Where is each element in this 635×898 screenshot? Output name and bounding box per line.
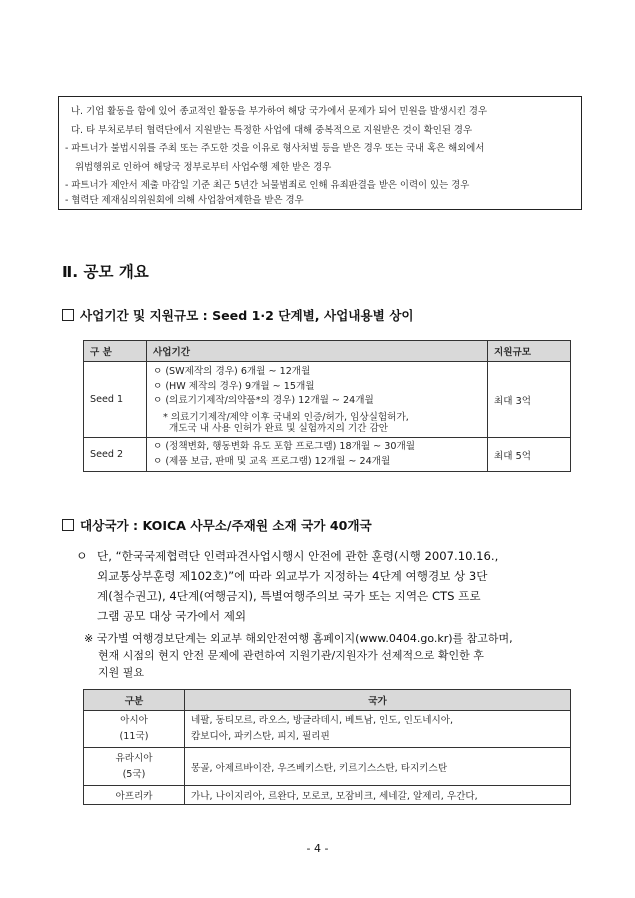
seed1-line: ㅇ (의료기기제작/의약품*의 경우) 12개월 ~ 24개월: [153, 395, 374, 407]
checkbox-icon: [62, 519, 74, 531]
page-number: - 4 -: [306, 842, 329, 855]
seed1-periods: [147, 362, 488, 438]
target-para-line: 단, “한국국제협력단 인력파견사업시행시 안전에 관한 훈령(시행 2007.10.16.,: [97, 549, 499, 563]
target-para-line: 그램 공모 대상 국가에서 제외: [97, 609, 247, 623]
region-count: (11국): [119, 731, 149, 742]
seed1-amount: 최대 3억: [488, 362, 571, 438]
col-header-countries: 국가: [185, 690, 571, 711]
target-note: [84, 630, 513, 681]
notice-line: - 파트너가 제안서 제출 마감일 기준 최근 5년간 뇌물범죄로 인해 유죄판결을 받은 이력이 있는 경우: [65, 180, 470, 191]
section-heading: Ⅱ. 공모 개요: [62, 263, 149, 281]
countries-line: 네팔, 동티모르, 라오스, 방글라데시, 베트남, 인도, 인도네시아,: [191, 715, 454, 726]
table-row: [84, 711, 571, 748]
region-name: 유라시아: [115, 752, 153, 764]
target-para-line: 계(철수권고), 4단계(여행금지), 특별여행주의보 국가 또는 지역은 CTS 프로: [97, 589, 481, 603]
checkbox-icon: [62, 309, 74, 321]
target-heading: [62, 515, 372, 534]
region-cell: [84, 748, 185, 786]
seed1-line: ㅇ (HW 제작의 경우) 9개월 ~ 15개월: [153, 380, 315, 392]
notice-line: - 협력단 제재심의위원회에 의해 사업참여제한을 받은 경우: [65, 195, 304, 206]
countries-line: 캄보디아, 파키스탄, 피지, 필리핀: [191, 731, 330, 742]
notice-line: 위법행위로 인하여 해당국 정부로부터 사업수행 제한 받은 경우: [75, 162, 332, 173]
seed2-amount: 최대 5억: [488, 438, 571, 472]
target-paragraph: [97, 546, 498, 626]
notice-line: 다. 타 부처로부터 협력단에서 지원받는 특정한 사업에 대해 중복적으로 지원받은 것이 확인된 경우: [71, 125, 472, 136]
notice-box: [58, 96, 582, 210]
period-table: [83, 340, 571, 472]
seed2-line: ㅇ (정책변화, 행동변화 유도 포함 프로그램) 18개월 ~ 30개월: [153, 441, 416, 452]
period-heading-text: 사업기간 및 지원규모 : Seed 1·2 단계별, 사업내용별 상이: [80, 308, 414, 323]
notice-line: - 파트너가 불법시위를 주최 또는 주도한 것을 이유로 형사처벌 등을 받은 경우 또는 국내 혹은 해외에서: [65, 143, 485, 154]
seed1-note: * 의료기기제작/제약 이후 국내외 인증/허가, 임상실험허가,: [163, 411, 409, 423]
seed1-note: 개도국 내 사용 인허가 완료 및 실험까지의 기간 감안: [169, 422, 389, 434]
countries-cell: 가나, 나이지리아, 르완다, 모로코, 모잠비크, 세네갈, 알제리, 우간다,: [185, 786, 571, 805]
col-header-region: 구분: [84, 690, 185, 711]
target-note-line: 현재 시점의 현지 안전 문제에 관련하여 지원기관/지원자가 선제적으로 확인한 후: [98, 649, 484, 662]
col-header-category: 구 분: [84, 341, 147, 362]
target-note-line: ※ 국가별 여행경보단계는 외교부 해외안전여행 홈페이지(www.0404.go.kr)를 참고하며,: [84, 632, 513, 645]
region-count: (5국): [122, 768, 146, 780]
region-name: 아시아: [120, 715, 148, 726]
notice-line: 나. 기업 활동을 함에 있어 종교적인 활동을 부가하여 해당 국가에서 문제가 되어 민원을 발생시킨 경우: [71, 106, 488, 117]
period-heading: [62, 305, 414, 324]
bullet-icon: ㅇ: [76, 549, 88, 563]
seed2-label: Seed 2: [84, 438, 147, 472]
target-para-line: 외교통상부훈령 제102호)”에 따라 외교부가 지정하는 4단계 여행경보 상 3단: [97, 569, 488, 583]
country-table: [83, 689, 571, 805]
table-row: [84, 786, 571, 805]
region-cell: [84, 711, 185, 748]
countries-cell: 몽골, 아제르바이잔, 우즈베키스탄, 키르기스스탄, 타지키스탄: [185, 748, 571, 786]
target-note-line: 지원 필요: [98, 666, 145, 679]
region-cell: 아프리카: [84, 786, 185, 805]
countries-cell: [185, 711, 571, 748]
seed2-line: ㅇ (제품 보급, 판매 및 교육 프로그램) 12개월 ~ 24개월: [153, 455, 391, 467]
table-row: [84, 748, 571, 786]
col-header-period: 사업기간: [147, 341, 488, 362]
seed1-label: Seed 1: [84, 362, 147, 438]
col-header-amount: 지원규모: [488, 341, 571, 362]
seed2-periods: [147, 438, 488, 472]
target-heading-text: 대상국가 : KOICA 사무소/주재원 소재 국가 40개국: [80, 518, 372, 533]
seed1-line: ㅇ (SW제작의 경우) 6개월 ~ 12개월: [153, 366, 311, 378]
